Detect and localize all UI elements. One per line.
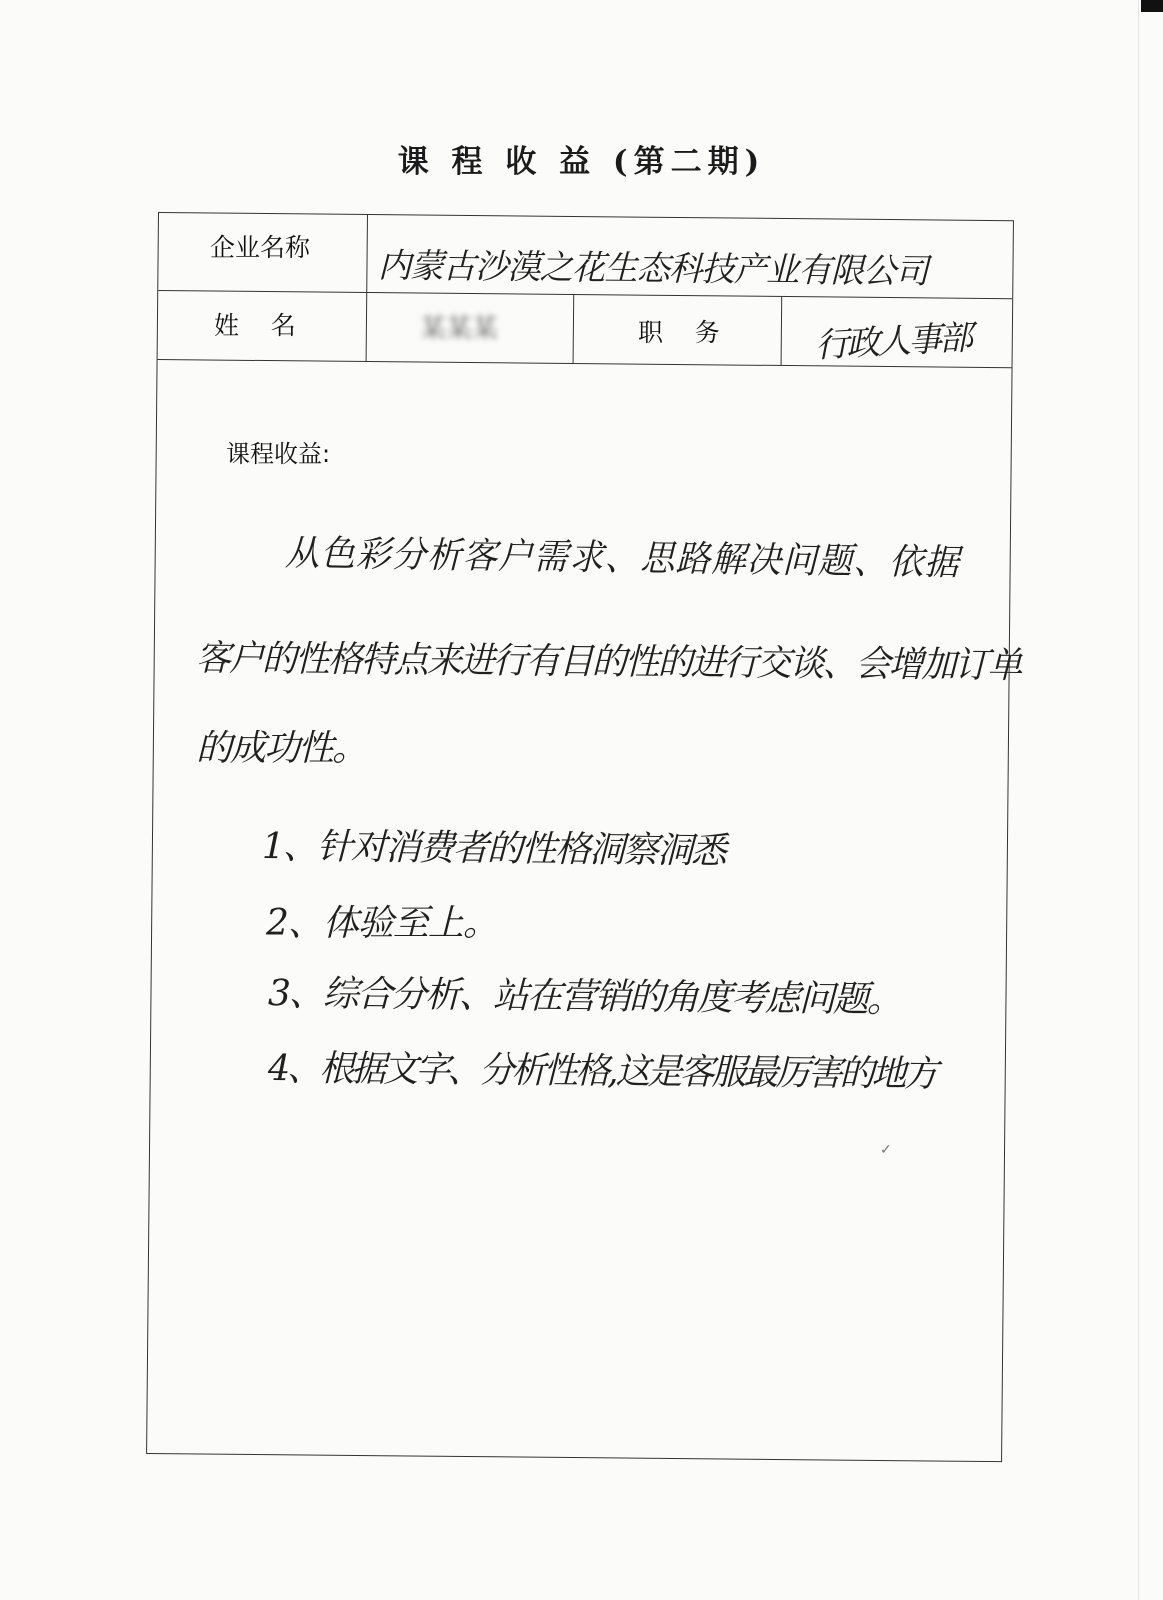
benefit-label: 课程收益: (226, 440, 331, 468)
handwritten-line-2: 客户的性格特点来进行有目的性的进行交谈、会增加订单 (195, 638, 1021, 687)
handwritten-item-4: 4、根据文字、分析性格,这是客服最厉害的地方 (267, 1048, 936, 1096)
col-divider (366, 215, 368, 361)
scan-edge (1141, 0, 1163, 12)
company-label: 企业名称 (210, 233, 311, 262)
scan-edge-line (1138, 0, 1139, 1600)
stray-pen-mark: ✓ (880, 1142, 892, 1158)
handwritten-line-1: 从色彩分析客户需求、思路解决问题、依据 (284, 533, 961, 584)
col-divider (573, 294, 575, 363)
form-title: 课 程 收 益 (第二期) (397, 144, 766, 180)
position-value: 行政人事部 (814, 317, 972, 366)
handwritten-item-1: 1、针对消费者的性格洞察洞悉 (261, 826, 726, 872)
name-label: 姓 名 (214, 311, 296, 340)
name-value-redacted: 某某某 (420, 314, 499, 344)
handwritten-item-3: 3、综合分析、站在营销的角度考虑问题。 (267, 973, 902, 1021)
handwritten-line-3: 的成功性。 (196, 728, 367, 769)
company-value: 内蒙古沙漠之花生态科技产业有限公司 (377, 246, 928, 292)
col-divider (781, 296, 783, 365)
position-label: 职 务 (638, 318, 720, 347)
handwritten-item-2: 2、体验至上。 (266, 903, 498, 944)
